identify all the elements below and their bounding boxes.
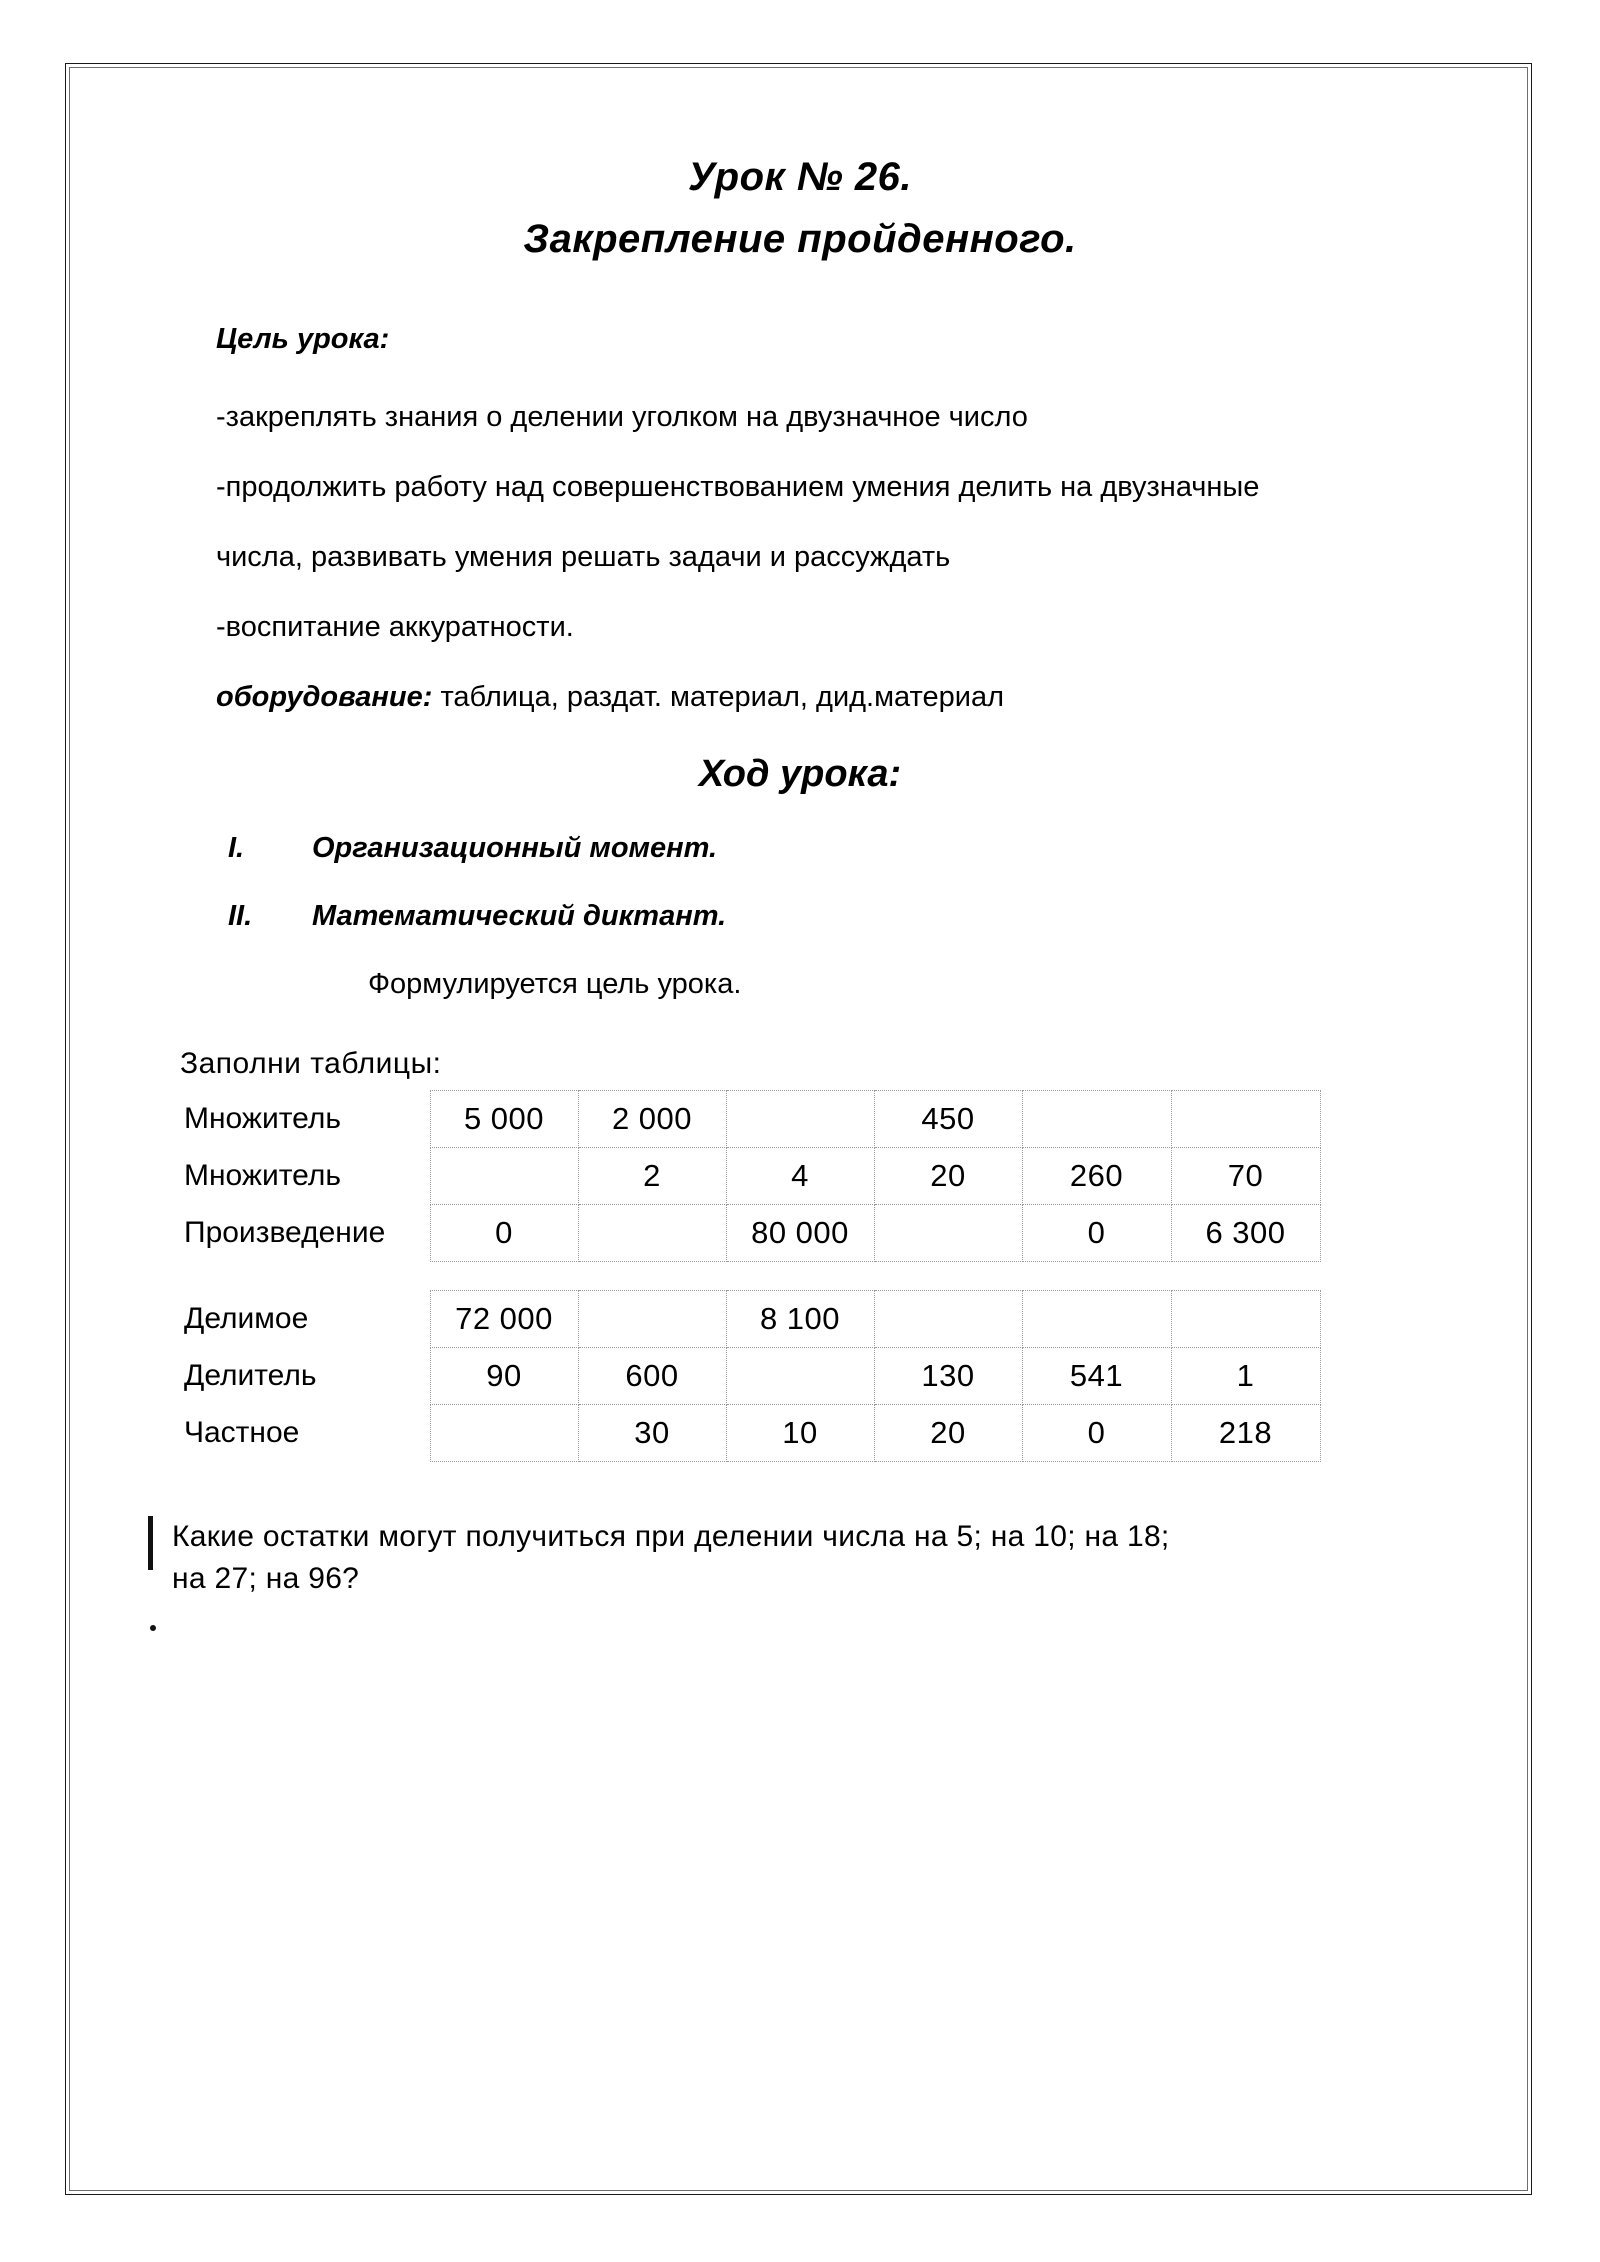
table-cell[interactable] — [578, 1291, 726, 1348]
table-row — [180, 1348, 1320, 1405]
tables-caption: Заполни таблицы: — [180, 1047, 442, 1080]
page-title-line2: Закрепление пройденного. — [523, 217, 1077, 261]
table-cell[interactable]: 2 000 — [578, 1091, 726, 1148]
goal-heading: Цель урока: — [216, 323, 390, 355]
course-heading: Ход урока: — [698, 753, 902, 795]
row-label: Множитель — [184, 1159, 341, 1192]
table-row — [180, 1405, 1320, 1462]
list-item-2-label: Математический диктант. — [312, 900, 727, 932]
table-cell[interactable]: 0 — [1022, 1405, 1171, 1462]
table-cell[interactable]: 80 000 — [726, 1205, 874, 1262]
goal-item-4: -воспитание аккуратности. — [216, 611, 574, 643]
table-cell[interactable]: 8 100 — [726, 1291, 874, 1348]
scan-edge-dot — [150, 1625, 156, 1631]
row-label: Делитель — [184, 1359, 317, 1392]
table-row — [180, 1091, 1320, 1148]
scan-edge-mark — [148, 1516, 153, 1570]
list-item-1-number: I. — [228, 832, 245, 864]
closing-question-line1: Какие остатки могут получиться при делении числа на 5; на 10; на 18; — [172, 1520, 1170, 1553]
goal-item-2: -продолжить работу над совершенствованием умения делить на двузначные — [216, 471, 1260, 503]
table-cell[interactable]: 600 — [578, 1348, 726, 1405]
table-row — [180, 1205, 1320, 1262]
row-label: Произведение — [184, 1216, 386, 1249]
table-cell[interactable] — [1171, 1291, 1320, 1348]
table-cell[interactable] — [726, 1091, 874, 1148]
table-cell[interactable]: 5 000 — [430, 1091, 578, 1148]
table-cell[interactable]: 20 — [874, 1148, 1022, 1205]
table-cell[interactable]: 90 — [430, 1348, 578, 1405]
row-label: Делимое — [184, 1302, 309, 1335]
list-item-2 — [228, 900, 726, 933]
table-cell[interactable] — [430, 1405, 578, 1462]
table-cell[interactable]: 450 — [874, 1091, 1022, 1148]
table-cell[interactable]: 4 — [726, 1148, 874, 1205]
table-cell[interactable]: 541 — [1022, 1348, 1171, 1405]
page-title-line1: Урок № 26. — [688, 155, 912, 199]
table-cell[interactable] — [874, 1205, 1022, 1262]
table-cell[interactable] — [1171, 1091, 1320, 1148]
equipment-label: оборудование: — [216, 681, 433, 713]
table-cell[interactable]: 260 — [1022, 1148, 1171, 1205]
list-item-2-number: II. — [228, 900, 253, 932]
table-cell[interactable]: 130 — [874, 1348, 1022, 1405]
table-cell[interactable]: 0 — [430, 1205, 578, 1262]
table-cell[interactable] — [874, 1291, 1022, 1348]
table-cell[interactable]: 6 300 — [1171, 1205, 1320, 1262]
table-cell[interactable]: 0 — [1022, 1205, 1171, 1262]
table-cell[interactable]: 30 — [578, 1405, 726, 1462]
table-cell[interactable] — [430, 1148, 578, 1205]
equipment-line — [216, 680, 1004, 714]
closing-question-line2: на 27; на 96? — [172, 1562, 360, 1595]
table-cell[interactable]: 72 000 — [430, 1291, 578, 1348]
table-row — [180, 1291, 1320, 1348]
goal-item-3: числа, развивать умения решать задачи и рассуждать — [216, 541, 951, 573]
table-cell[interactable]: 10 — [726, 1405, 874, 1462]
sub-note: Формулируется цель урока. — [368, 968, 742, 1000]
table-cell[interactable]: 1 — [1171, 1348, 1320, 1405]
table-cell[interactable] — [578, 1205, 726, 1262]
row-label: Множитель — [184, 1102, 341, 1135]
table-cell[interactable] — [1022, 1291, 1171, 1348]
table-row — [180, 1148, 1320, 1205]
table-cell[interactable]: 20 — [874, 1405, 1022, 1462]
closing-question — [172, 1516, 1170, 1600]
table-cell[interactable]: 2 — [578, 1148, 726, 1205]
list-item-1 — [228, 832, 717, 865]
division-table — [180, 1290, 1321, 1462]
row-label: Частное — [184, 1416, 300, 1449]
table-cell[interactable]: 70 — [1171, 1148, 1320, 1205]
list-item-1-label: Организационный момент. — [312, 832, 718, 864]
table-cell[interactable] — [726, 1348, 874, 1405]
equipment-value: таблица, раздат. материал, дид.материал — [432, 681, 1005, 713]
goal-item-1: -закреплять знания о делении уголком на двузначное число — [216, 401, 1028, 433]
table-cell[interactable]: 218 — [1171, 1405, 1320, 1462]
table-cell[interactable] — [1022, 1091, 1171, 1148]
multiplication-table — [180, 1090, 1321, 1262]
